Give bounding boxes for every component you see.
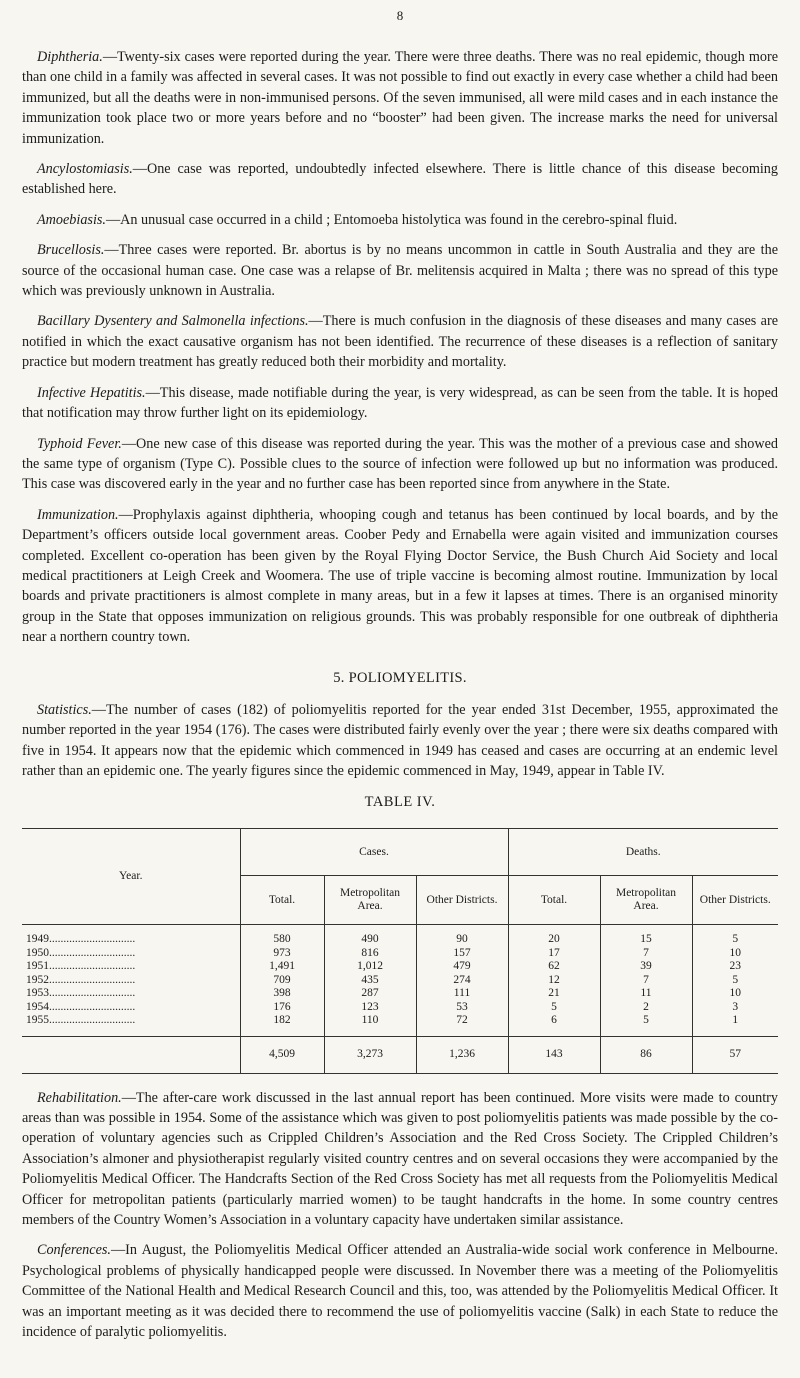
table-cell: 15 [600,925,692,947]
table-cell: 111 [416,987,508,1001]
paragraph-text: —This disease, made notifiable during the year, is very widespread, as can be seen from the table. It is hoped that notification may throw further light on its epidemiology. [22,384,778,422]
table-cell: 4,509 [240,1036,324,1073]
table-cell: 110 [324,1014,416,1036]
table-cell: 20 [508,925,600,947]
table-row [22,925,778,947]
paragraph-lead: Statistics. [37,701,92,718]
table-cell: 580 [240,925,324,947]
table-row [22,947,778,961]
table-cell: 90 [416,925,508,947]
table-cell: 816 [324,947,416,961]
table-cell: 3 [732,1000,739,1013]
table-cell: 39 [600,960,692,974]
paragraph-diphtheria [22,47,778,149]
paragraph-lead: Immunization. [37,506,119,523]
table-cell: 1,012 [324,960,416,974]
table-row [22,987,778,1001]
year-cell: 1952.............................. [22,974,240,988]
table-row [22,960,778,974]
paragraph-lead: Infective Hepatitis. [37,384,146,401]
paragraph-dysentery [22,311,778,372]
paragraph-text: —There is much confusion in the diagnosis of these diseases and many cases are notified in which the exact causative organism has not been identified. The recurrence of these diseases is a reflection of sanitary practice but modern treatment has greatly reduced both their morbidity and mortality. [22,313,778,371]
table-row [22,1001,778,1015]
paragraph-lead: Brucellosis. [37,242,105,259]
poliomyelitis-table [22,828,778,1074]
table-cell: 21 [508,987,600,1001]
table-cell: 1,236 [416,1036,508,1073]
paragraph-lead: Diphtheria. [37,49,103,65]
table-cell: 287 [324,987,416,1001]
year-cell: 1955.............................. [22,1014,240,1036]
year-cell: 1954.............................. [22,1001,240,1015]
table-cell: 11 [600,987,692,1001]
table-cell: 5 [508,1001,600,1015]
table-cell: 490 [324,925,416,947]
table-cell: 53 [416,1001,508,1015]
column-header: Metropolitan Area. [324,876,416,925]
table-row [22,1014,778,1036]
table-cell: 398 [240,987,324,1001]
column-header: Metropolitan Area. [600,876,692,925]
table-cell: 7 [600,947,692,961]
table-cell: 176 [240,1001,324,1015]
paragraph-lead: Ancylostomiasis. [37,161,133,178]
table-title: TABLE IV. [364,793,436,810]
document-body [22,47,778,1352]
table-cell: 123 [324,1001,416,1015]
year-cell: 1949.............................. [22,925,240,947]
paragraph-typhoid [22,434,778,495]
paragraph-lead: Rehabilitation. [37,1089,122,1106]
year-cell: 1950.............................. [22,947,240,961]
table-body [22,925,778,1037]
paragraph-text: —One case was reported, undoubtedly infected elsewhere. There is little chance of this disease becoming established here. [22,161,778,198]
table-cell: 86 [600,1036,692,1073]
paragraph-text: —The number of cases (182) of poliomyelitis reported for the year ended 31st December, 1955, approximated the number reported in the year 1954 (176). The cases were distributed fairly evenly over the year ; there were six deaths compared with five in 1954. It appears now that the epidemic which commenced in 1949 has ceased and cases are occurring at an endemic level rather than an epidemic one. The yearly figures since the epidemic commenced in May, 1949, appear in Table IV. [22,701,778,780]
table-cell: 17 [508,947,600,961]
table-cell: 5 [600,1014,692,1036]
paragraph-text: —The after-care work discussed in the last annual report has been continued. More visits were made to country areas than was possible in 1954. Some of the assistance which was given to post poliomyelitis patients was made possible by the co-operation of voluntary agencies such as Crippled Children’s Association and the Red Cross Society. The Crippled Children’s Association’s almoner and physiotherapist regularly visited country centres and on several occasions they were accompanied by the Poliomyelitis Medical Officer. The Handcrafts Section of the Red Cross Society has met all requests from the Poliomyelitis Medical Officer for metropolitan patients (particularly married women) to be taught handcrafts in the home. In some country centres members of the Country Women’s Association in a voluntary capacity have undertaken similar assistance. [22,1089,778,1228]
paragraph-text: —Prophylaxis against diphtheria, whooping cough and tetanus has been continued by local boards, and by the Department’s officers outside local government areas. Coober Pedy and Ernabella were again visited and immunization courses completed. Excellent co-operation has been given by the Royal Flying Doctor Service, the Bush Church Aid Society and local medical practitioners at Leigh Creek and Woomera. The use of triple vaccine is becoming almost routine. Immunization by local boards and private practitioners is almost complete in many areas, but in a few it lapses at times. There is an organised minority group in the State that opposes immunization on religious grounds. This was probably responsible for one outbreak of diphtheria near a northern country town. [22,506,778,646]
table-cell: 157 [416,947,508,961]
table-cell: 62 [508,960,600,974]
table-row [22,974,778,988]
year-header: Year. [22,829,240,925]
paragraph-ancylostomiasis [22,159,778,200]
column-header: Other Districts. [416,876,508,925]
table-cell: 2 [600,1001,692,1015]
paragraph-lead: Amoebiasis. [37,211,106,228]
paragraph-statistics [22,700,778,782]
year-cell: 1953.............................. [22,987,240,1001]
page-number: 8 [396,8,404,23]
table-cell: 6 [508,1014,600,1036]
paragraph-brucellosis [22,240,778,301]
paragraph-text: —Twenty-six cases were reported during the year. There were three deaths. There was no real epidemic, though more than one child in a family was affected in several cases. It was not possible to find out exactly in every case whether a child had been immunized, but all the deaths were in non-immunised persons. Of the seven immunised, all were mild cases and in each instance the immunization took place two or more years before and no “booster” had been given. The increase marks the need for universal immunization. [22,49,778,147]
table-cell: 435 [324,974,416,988]
table-cell: 5 [732,933,739,946]
paragraph-rehabilitation [22,1088,778,1231]
paragraph-conferences [22,1240,778,1342]
totals-year-cell [22,1036,240,1073]
column-header: Total. [508,876,600,925]
paragraph-lead: Conferences. [37,1242,111,1259]
table-cell: 1 [732,1014,739,1027]
table-cell: 479 [416,960,508,974]
cases-group-header: Cases. [240,829,508,876]
table-cell: 1,491 [240,960,324,974]
table-cell: 182 [240,1014,324,1036]
table-cell: 10 [729,946,741,959]
paragraph-lead: Bacillary Dysentery and Salmonella infections. [37,313,309,330]
table-cell: 973 [240,947,324,961]
year-cell: 1951.............................. [22,960,240,974]
paragraph-lead: Typhoid Fever. [37,435,122,452]
after-table-section [22,1088,778,1343]
column-header: Other Districts. [692,876,778,925]
column-header: Total. [240,876,324,925]
table-cell: 143 [508,1036,600,1073]
table-cell: 72 [416,1014,508,1036]
table-cell: 23 [729,960,741,973]
paragraph-immunization [22,505,778,648]
paragraph-text: —One new case of this disease was reported during the year. This was the mother of a previous case and showed the same type of organism (Type C). Possible clues to the source of infection were followed up but no information was produced. This case was discovered early in the year and no further case has been reported since from anywhere in the State. [22,435,778,493]
table-cell: 57 [692,1036,778,1073]
table-cell: 10 [729,987,741,1000]
deaths-group-header: Deaths. [508,829,778,876]
table-cell: 3,273 [324,1036,416,1073]
paragraph-amoebiasis [22,210,778,230]
table-cell: 5 [732,973,739,986]
table-cell: 274 [416,974,508,988]
paragraph-hepatitis [22,383,778,424]
table-cell: 709 [240,974,324,988]
table-cell: 12 [508,974,600,988]
paragraph-text: —Three cases were reported. Br. abortus is by no means uncommon in cattle in South Australia and they are the source of the occasional human case. One case was a relapse of Br. melitensis acquired in Malta ; there was no spread of this type which was previously unknown in Australia. [22,242,778,300]
section-heading: 5. POLIOMYELITIS. [333,669,467,686]
paragraph-text: —In August, the Poliomyelitis Medical Officer attended an Australia-wide social work conference in Melbourne. Psychological problems of physically handicapped people were discussed. In November there was a meeting of the Poliomyelitis Committee of the National Health and Medical Research Council and this, too, was attended by the Poliomyelitis Medical Officer. It was an important meeting as it was decided there to recommend the use of poliomyelitis vaccine (Salk) in each State to reduce the incidence of paralytic poliomyelitis. [22,1242,778,1340]
table-cell: 7 [600,974,692,988]
totals-row [22,1036,778,1073]
paragraph-text: —An unusual case occurred in a child ; Entomoeba histolytica was found in the cerebro-spinal fluid. [105,211,678,228]
